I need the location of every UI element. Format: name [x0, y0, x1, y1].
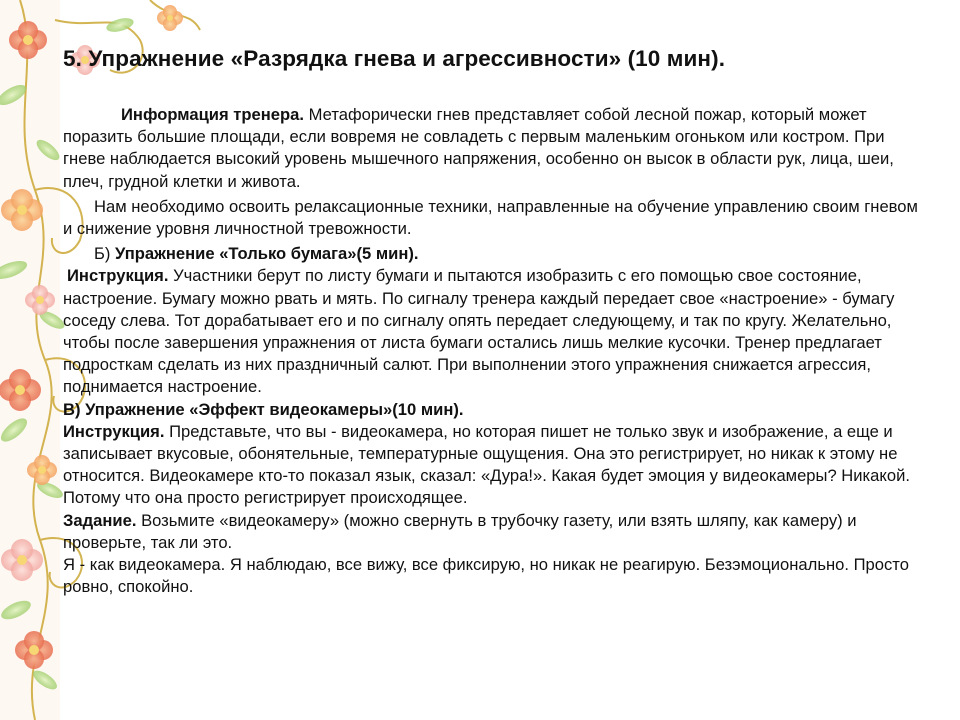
exercise-v-task-label: Задание. [63, 510, 137, 530]
trainer-info-label: Информация тренера. [121, 105, 305, 124]
exercise-v-heading [63, 399, 923, 421]
exercise-b-prefix: Б) [94, 244, 116, 264]
exercise-v-task-text: Возьмите «видеокамеру» (можно свернуть в трубочку газету, или взять шляпу, как камеру) и проверьте, так ли это. [63, 510, 857, 552]
exercise-b-title: Упражнение «Только бумага»(5 мин). [115, 244, 419, 264]
exercise-v-instruction-text: Представьте, что вы - видеокамера, но которая пишет не только звук и изображение, а еще и записывает вкусовые, обонятельные, температурные ощущения. Она это регистрирует, но никак к этому не относится. Видеокамере кто-то показал язык, сказал: «Дура!». Какая будет эмоция у видеокамеры? Никакой. Потому что она просто регистрирует происходящее. [63, 421, 910, 508]
trainer-info-paragraph [63, 104, 923, 193]
slide-body [63, 104, 923, 598]
slide-title: 5. Упражнение «Разрядка гнева и агрессивности» (10 мин). [63, 46, 726, 71]
exercise-v-title: В) Упражнение «Эффект видеокамеры»(10 мин). [63, 399, 464, 419]
exercise-b-instruction-text: Участники берут по листу бумаги и пытаются изобразить с его помощью свое состояние, настроение. Бумагу можно рвать и мять. По сигналу тренера каждый передает свое «настроение» - бумагу соседу слева. Тот дорабатывает его и по сигналу опять передает следующему, и так по кругу. Желательно, чтобы после завершения упражнения от листа бумаги остались лишь мелкие кусочки. Тренер предлагает подросткам сделать из них праздничный салют. При выполнении этого упражнения снижается агрессия, поднимается настроение. [63, 266, 895, 397]
exercise-v-instruction-label: Инструкция. [63, 421, 165, 441]
exercise-v-instruction [63, 421, 923, 510]
slide-content [63, 44, 923, 598]
exercise-b-instruction [63, 265, 923, 398]
exercise-b-heading [63, 243, 923, 265]
exercise-b-instruction-label: Инструкция. [67, 266, 169, 286]
exercise-v-task [63, 510, 923, 554]
exercise-v-closing: Я - как видеокамера. Я наблюдаю, все вижу, все фиксирую, но никак не реагирую. Безэмоционально. Просто ровно, спокойно. [63, 555, 909, 597]
trainer-info-text: Метафорически гнев представляет собой лесной пожар, который может поразить большие площади, если вовремя не совладеть с первым маленьким огоньком или костром. При гневе наблюдается высокий уровень мышечного напряжения, особенно он высок в области рук, лица, шеи, плеч, грудной клетки и живота. [63, 105, 894, 191]
relaxation-paragraph: Нам необходимо освоить релаксационные техники, направленные на обучение управлению своим гневом и снижение уровня личностной тревожности. [63, 196, 918, 239]
